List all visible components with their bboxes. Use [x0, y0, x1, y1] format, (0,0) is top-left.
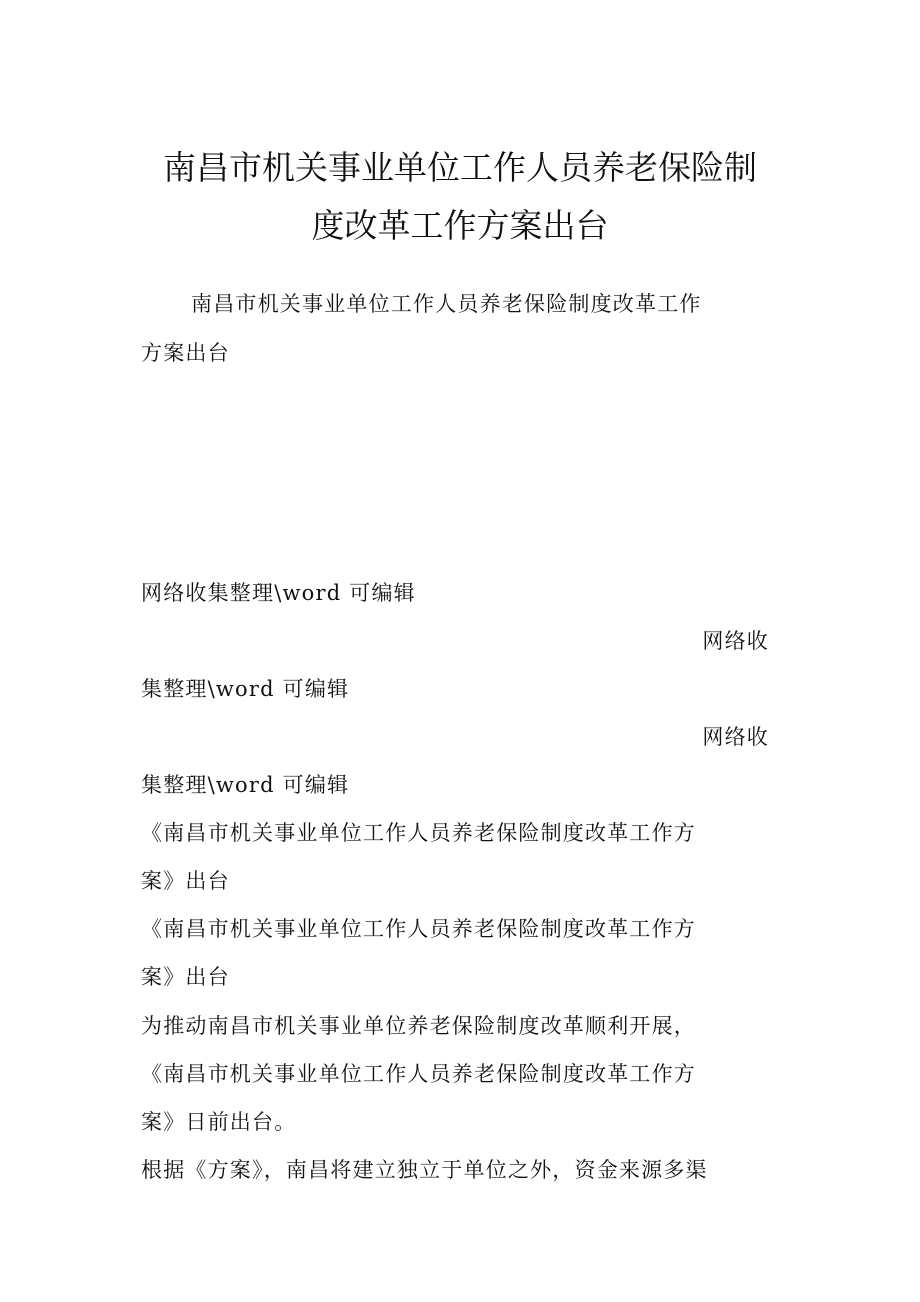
body-line: 案》出台 [141, 965, 230, 989]
body-line: 《南昌市机关事业单位工作人员养老保险制度改革工作方 [141, 821, 696, 845]
body-line: 网络收集整理\word 可编辑 [141, 581, 416, 605]
body-line: 《南昌市机关事业单位工作人员养老保险制度改革工作方 [141, 917, 696, 941]
body-line: 网络收 [702, 629, 769, 653]
body-line: 根据《方案》，南昌将建立独立于单位之外，资金来源多渠 [141, 1158, 708, 1182]
body-line: 《南昌市机关事业单位工作人员养老保险制度改革工作方 [141, 1062, 696, 1086]
body-line: 网络收 [702, 725, 769, 749]
document-title-line-1: 南昌市机关事业单位工作人员养老保险制 [163, 148, 757, 187]
body-line: 案》出台 [141, 869, 230, 893]
body-line: 为推动南昌市机关事业单位养老保险制度改革顺利开展， [141, 1014, 696, 1038]
body-line: 案》日前出台。 [141, 1110, 297, 1134]
subtitle-line-1: 南昌市机关事业单位工作人员养老保险制度改革工作 [191, 292, 702, 316]
document-title-line-2: 度改革工作方案出台 [311, 206, 609, 245]
subtitle-line-2: 方案出台 [141, 341, 230, 365]
body-line: 集整理\word 可编辑 [141, 677, 350, 701]
body-line: 集整理\word 可编辑 [141, 773, 350, 797]
